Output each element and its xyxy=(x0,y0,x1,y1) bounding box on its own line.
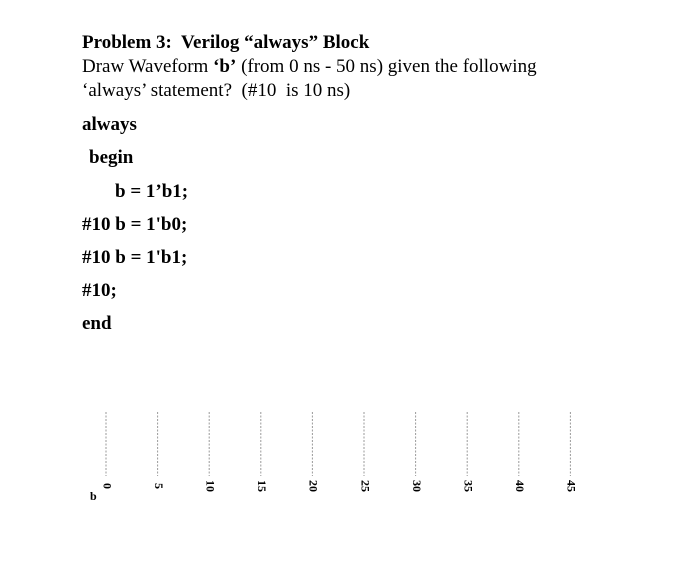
code-delay: #10; xyxy=(82,280,117,301)
prompt-suffix: (from 0 ns - 50 ns) given the following xyxy=(236,56,537,77)
tick-label-35: 35 xyxy=(461,480,476,492)
code-end: end xyxy=(82,313,112,334)
tick-label-25: 25 xyxy=(358,480,373,492)
prompt-signal: ‘b’ xyxy=(213,56,237,77)
code-delay-b0: #10 b = 1'b0; xyxy=(82,214,188,235)
problem-title: Problem 3: Verilog “always” Block xyxy=(82,32,370,53)
tick-lines xyxy=(106,412,570,476)
prompt-prefix: Draw Waveform xyxy=(82,56,214,77)
tick-label-15: 15 xyxy=(255,480,270,492)
problem-prompt-line2: ‘always’ statement? (#10 is 10 ns) xyxy=(82,80,351,101)
tick-label-30: 30 xyxy=(409,480,424,492)
tick-label-20: 20 xyxy=(306,480,321,492)
tick-label-5: 5 xyxy=(151,483,166,489)
tick-label-40: 40 xyxy=(513,480,528,492)
tick-label-10: 10 xyxy=(203,480,218,492)
code-begin: begin xyxy=(89,147,134,168)
code-assign-b1: b = 1’b1; xyxy=(115,181,189,202)
code-delay-b1: #10 b = 1'b1; xyxy=(82,247,188,268)
tick-labels xyxy=(100,480,578,492)
tick-label-45: 45 xyxy=(564,480,579,492)
signal-label-b: b xyxy=(90,489,97,503)
tick-label-0: 0 xyxy=(100,483,115,489)
code-always: always xyxy=(82,114,137,135)
